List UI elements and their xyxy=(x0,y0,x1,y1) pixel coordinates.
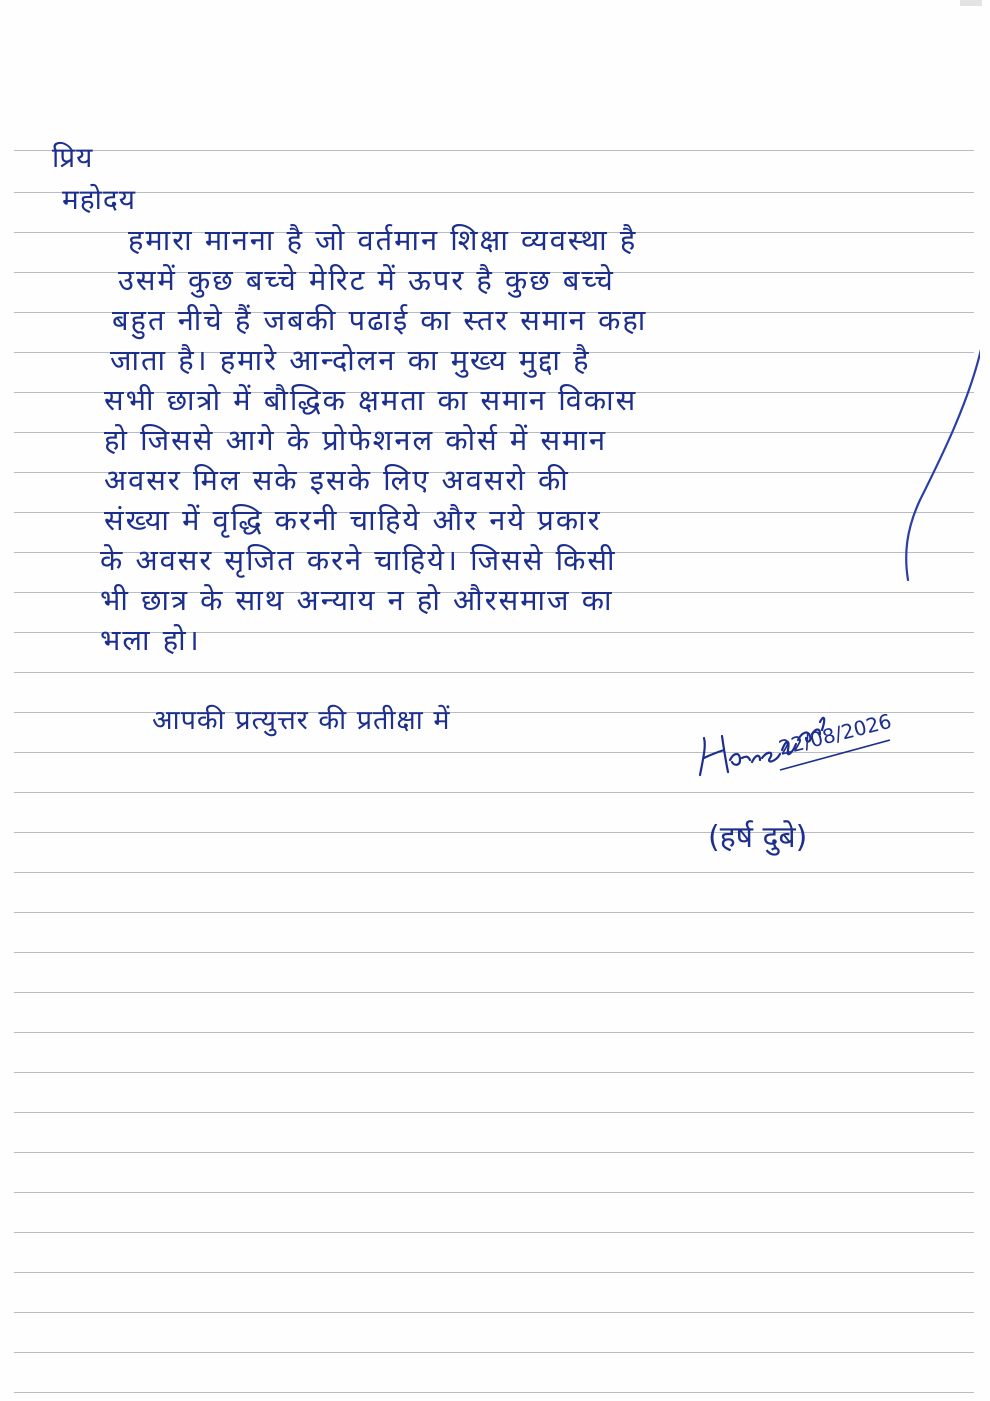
signature-name: (हर्ष दुबे) xyxy=(708,820,808,855)
ruled-line xyxy=(14,992,974,993)
page-edge-mark xyxy=(960,0,982,6)
signature-date: 22/08/2026 xyxy=(776,708,894,760)
ruled-line xyxy=(14,1272,974,1273)
margin-pen-stroke xyxy=(900,340,980,590)
body-line: संख्या में वृद्धि करनी चाहिये और नये प्रकार xyxy=(104,503,602,537)
ruled-line xyxy=(14,1312,974,1313)
handwritten-signature xyxy=(690,700,930,820)
salutation-line-2: महोदय xyxy=(62,183,136,216)
ruled-line xyxy=(14,1192,974,1193)
body-line: हमारा मानना है जो वर्तमान शिक्षा व्यवस्था है xyxy=(128,223,638,257)
body-line: भी छात्र के साथ अन्याय न हो औरसमाज का xyxy=(100,583,614,617)
ruled-line xyxy=(14,672,974,673)
closing-line: आपकी प्रत्युत्तर की प्रतीक्षा में xyxy=(152,705,451,736)
body-line: सभी छात्रो में बौद्धिक क्षमता का समान विकास xyxy=(104,383,638,417)
ruled-line xyxy=(14,1112,974,1113)
ruled-line xyxy=(14,192,974,193)
ruled-line xyxy=(14,1232,974,1233)
body-line: भला हो। xyxy=(100,623,201,657)
body-line: अवसर मिल सके इसके लिए अवसरो की xyxy=(104,463,570,497)
body-line: बहुत नीचे हैं जबकी पढाई का स्तर समान कहा xyxy=(112,303,648,337)
ruled-line xyxy=(14,1032,974,1033)
ruled-line xyxy=(14,912,974,913)
body-line: के अवसर सृजित करने चाहिये। जिससे किसी xyxy=(100,543,617,577)
ruled-line xyxy=(14,1352,974,1353)
ruled-line xyxy=(14,1152,974,1153)
salutation-line-1: प्रिय xyxy=(52,141,94,174)
ruled-line xyxy=(14,952,974,953)
body-line: जाता है। हमारे आन्दोलन का मुख्य मुद्दा है xyxy=(110,343,591,377)
signature-block xyxy=(690,700,930,880)
body-line: हो जिससे आगे के प्रोफेशनल कोर्स में समान xyxy=(104,423,608,457)
ruled-line xyxy=(14,1072,974,1073)
body-line: उसमें कुछ बच्चे मेरिट में ऊपर है कुछ बच्चे xyxy=(118,263,615,297)
ruled-line xyxy=(14,1392,974,1393)
ruled-line xyxy=(14,150,974,151)
